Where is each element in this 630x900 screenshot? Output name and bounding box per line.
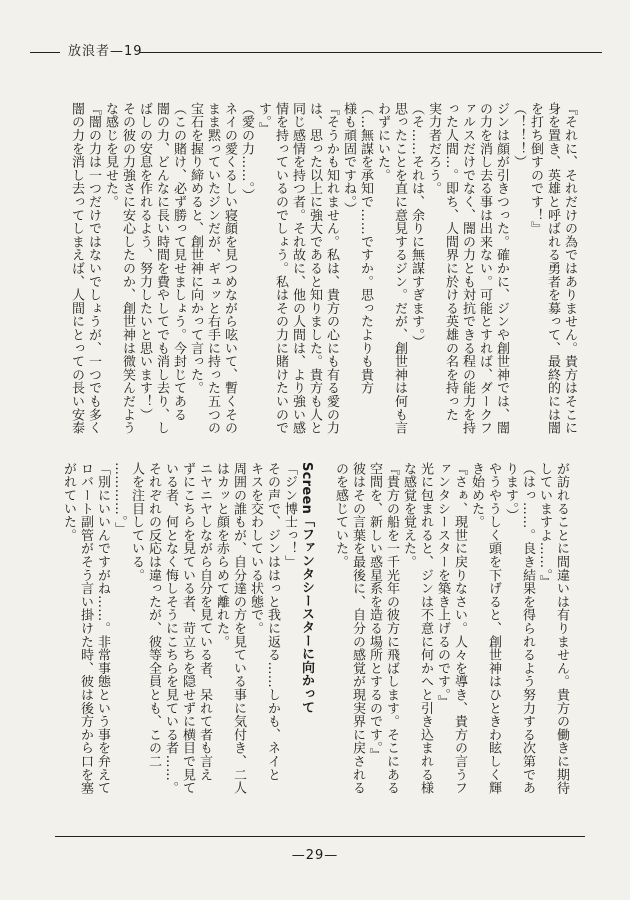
text-line: ずにこちらを見ている者、苛立ちを隠せずに横目で見て — [180, 462, 195, 795]
text-line: な感じを見せた。 — [103, 102, 118, 209]
text-line: 宝石を握り締めると、創世神に向かって言った。 — [188, 102, 203, 395]
text-line: していますよ……。』 — [537, 462, 552, 589]
text-line: を打ち倒すのです！』 — [528, 102, 543, 235]
text-line: 周囲の誰もが、自分達の方を見ている事に気付き、二人 — [231, 462, 246, 795]
text-line: がれていた。 — [61, 462, 76, 542]
text-line: 人を注目している。 — [129, 462, 144, 582]
text-line: 闇の力を消し去ってしまえば、人間にとっての長い安泰 — [69, 102, 84, 435]
text-line: その彼の力強さに安心したのか、創世神は微笑んだよう — [120, 102, 135, 435]
text-line: き始めた。 — [469, 462, 484, 529]
text-line: …………。」 — [112, 462, 127, 536]
bottom-text-block — [61, 462, 570, 822]
text-line: わずにいた。 — [375, 102, 390, 182]
text-line: 闇の力、どんなに長い時間を費やしてでも消し去り、し — [154, 102, 169, 435]
text-line: やうやうしく頭を下げると、創世神はひときわ眩しく輝 — [486, 462, 501, 795]
text-line: 身を置き、英雄と呼ばれる勇者を募って、最終的には闇 — [545, 102, 560, 435]
text-line: ァルスだけでなく、闇の力とも対抗できる程の能力を持 — [460, 102, 475, 435]
text-line: 『そうかも知れません。私は、貴方の心にも有る愛の力 — [324, 102, 339, 435]
text-line: ジンは顔が引きつった。確かに、ジンや創世神では、闇 — [494, 102, 509, 435]
footer-rule — [55, 836, 585, 837]
text-line: 光に包まれると、ジンは不意に何かへと引き込まれる様 — [418, 462, 433, 795]
text-line: 『さぁ、現世に戻りなさい。人々を導き、貴方の言うフ — [452, 462, 467, 795]
text-line: （愛の力……。） — [239, 102, 254, 202]
text-line: ァンタシースターを築き上げるのです。』 — [435, 462, 450, 709]
header-rule-right — [140, 52, 602, 53]
text-line: す。』 — [256, 102, 271, 136]
text-line: その声で、ジンははっと我に返る……しかも、ネイと — [265, 462, 280, 782]
text-line: ニヤニヤしながら自分を見ている者、呆れて者も言え — [197, 462, 212, 782]
text-line: 「別にいいんですがね……。非常事態という事を弁えて — [95, 462, 110, 795]
page-header — [30, 42, 602, 62]
text-line: の力を消し去る事は出来ない。可能とすれば、ダークフ — [477, 102, 492, 435]
text-line: 思ったことを直に意見するジン。だが、創世神は何も言 — [392, 102, 407, 435]
top-text-block — [69, 102, 578, 435]
text-line: 情を持っているのでしょう。私はその力に賭けたいので — [273, 102, 288, 435]
text-line: 空間を、新しい惑星系を造る場所とするのです。』 — [367, 462, 382, 762]
text-line: （そ……それは、余りに無謀すぎます。） — [409, 102, 424, 349]
text-line: まま黙っていたジンだが、ギュッと右手に持った五つの — [205, 102, 220, 435]
text-line: 『闇の力は一つだけではないでしょうが、一つでも多く — [86, 102, 101, 435]
section-heading: Screen「ファンタシースターに向かって — [299, 462, 314, 714]
blank-line — [315, 462, 332, 822]
text-line: （…無謀を承知で……ですか。思ったよりも貴方 — [358, 102, 373, 395]
text-line: キスを交わしている状態で。 — [248, 462, 263, 635]
text-line: 実力者だろう。 — [426, 102, 441, 196]
text-line: 様も頑固ですね。） — [341, 102, 356, 216]
text-line: はカッと顔を赤らめて離れた。 — [214, 462, 229, 649]
text-line: った人間…。即ち、人間界に於ける英雄の名を持った — [443, 102, 458, 422]
text-line: いる者、何となく悔しそうにこちらを見ている者……。 — [163, 462, 178, 795]
text-line: 「ジン博士っ！」 — [282, 462, 297, 569]
text-line: （！！！） — [511, 102, 526, 169]
text-line: は、思った以上に強大であると知りました。貴方も人と — [307, 102, 322, 435]
running-title: 放浪者—19 — [68, 44, 143, 59]
text-line: な感覚を覚えた。 — [401, 462, 416, 569]
text-line: （はっ……。良き結果を得られるよう努力する次第であ — [520, 462, 535, 795]
text-line: ばしの安息を作れるよう、努力したいと思います！） — [137, 102, 152, 422]
text-line: ります。） — [503, 462, 518, 522]
text-line: が訪れることに間違いは有りません。貴方の働きに期待 — [554, 462, 569, 795]
text-line: それぞれの反応は違ったが、彼等全員とも、この二 — [146, 462, 161, 768]
page-number: —29— — [291, 848, 339, 863]
text-line: ロバート副管がそう言い掛けた時、彼は後方から口を塞 — [78, 462, 93, 795]
text-line: 『それに、それだけの為ではありません。貴方はそこに — [562, 102, 577, 435]
text-line: （この賭け、必ず勝って見せましょう。今封じてある — [171, 102, 186, 422]
text-line: 彼はその言葉を最後に、自分の感覚が現実界に戻される — [350, 462, 365, 795]
header-rule-left — [30, 52, 60, 53]
text-line: ネイの愛くるしい寝顔を見つめながら呟いて、暫くその — [222, 102, 237, 435]
text-line: のを感じていた。 — [333, 462, 348, 569]
text-line: 『貴方の船を一千光年の彼方に飛ばします。そこにある — [384, 462, 399, 795]
text-line: 同じ感情を持つ者。それ故に、他の人間は、より強い感 — [290, 102, 305, 435]
